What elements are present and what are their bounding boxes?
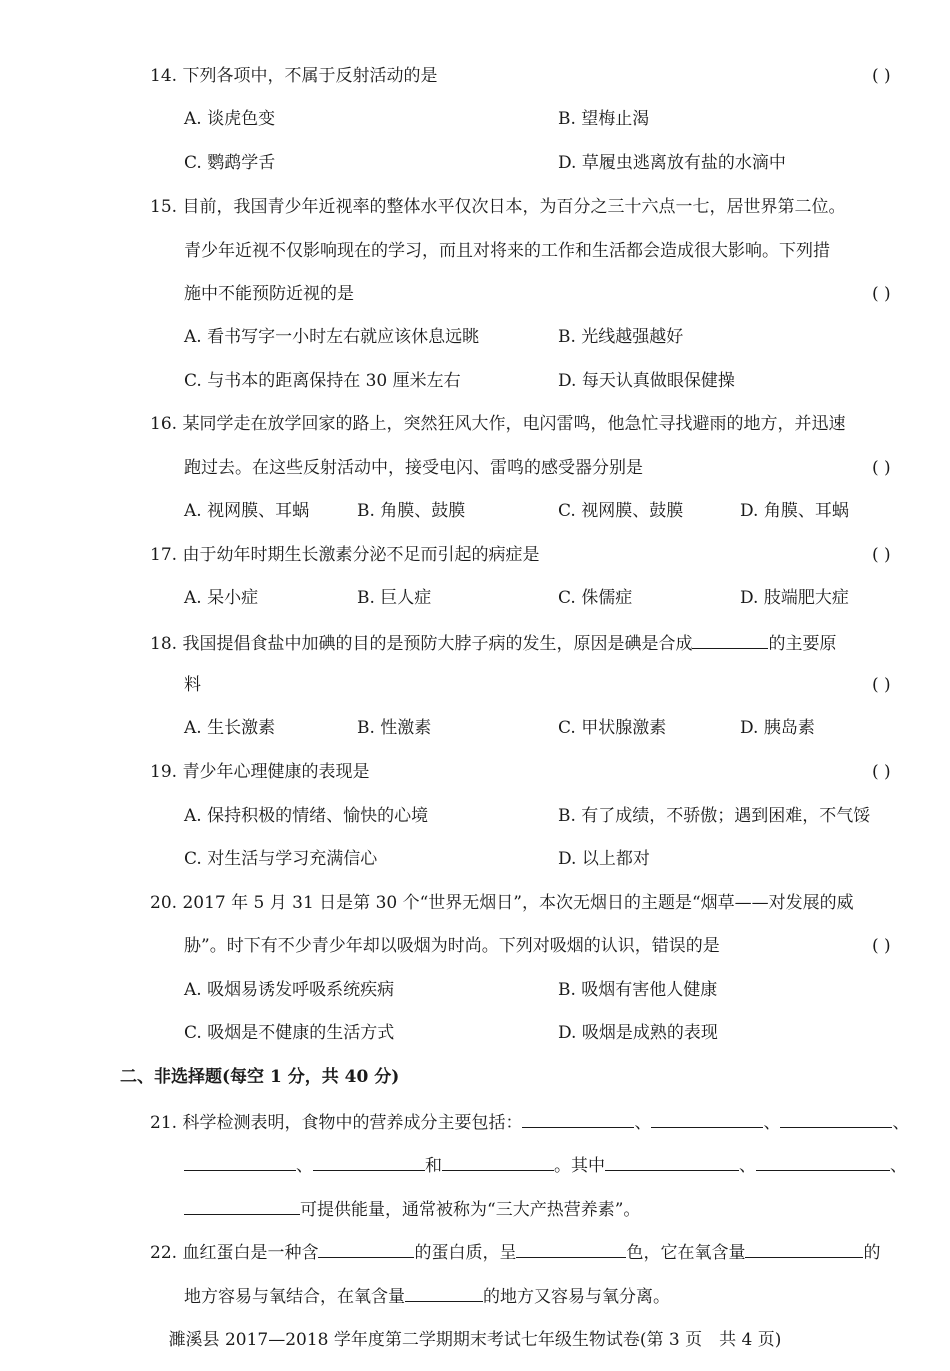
q20-option-a: A. 吸烟易诱发呼吸系统疾病: [184, 980, 395, 1000]
q21-blank-3[interactable]: [780, 1109, 892, 1128]
q14-option-d: D. 草履虫逃离放有盐的水滴中: [558, 153, 786, 173]
q18-blank[interactable]: [692, 630, 768, 649]
q16-option-c: C. 视网膜、鼓膜: [558, 501, 684, 521]
q21-line3: [184, 1196, 640, 1222]
q19-option-a: A. 保持积极的情绪、愉快的心境: [184, 806, 429, 826]
q18-option-d: D. 胰岛素: [740, 718, 815, 738]
q22-stem-part6: 的地方又容易与氧分离。: [483, 1287, 670, 1307]
q16-option-a: A. 视网膜、耳蜗: [184, 501, 310, 521]
q21-line2: [184, 1152, 907, 1178]
q21-blank-9[interactable]: [184, 1196, 300, 1215]
q16-option-d: D. 角膜、耳蜗: [740, 501, 849, 521]
q15-option-a: A. 看书写字一小时左右就应该休息远眺: [184, 327, 480, 347]
q19-answer-bracket: ( ): [872, 762, 891, 782]
q21-separator: 、: [296, 1156, 313, 1176]
q21-blank-7[interactable]: [605, 1152, 739, 1171]
q19-option-d: D. 以上都对: [558, 849, 650, 869]
q20-stem-line2: 胁”。时下有不少青少年却以吸烟为时尚。下列对吸烟的认识，错误的是: [184, 936, 720, 956]
q14-option-b: B. 望梅止渴: [558, 109, 650, 129]
q20-answer-bracket: ( ): [872, 936, 891, 956]
q16-stem-line1: 16. 某同学走在放学回家的路上，突然狂风大作，电闪雷鸣，他急忙寻找避雨的地方，并迅速: [150, 414, 846, 434]
q18-stem-part1: 18. 我国提倡食盐中加碘的目的是预防大脖子病的发生，原因是碘是合成: [150, 634, 693, 654]
q22-blank-1[interactable]: [318, 1239, 414, 1258]
q15-option-c: C. 与书本的距离保持在 30 厘米左右: [184, 371, 461, 391]
q18-option-a: A. 生长激素: [184, 718, 276, 738]
q18-answer-bracket: ( ): [872, 675, 891, 695]
q18-stem-line2: 料: [184, 675, 201, 695]
q14-answer-bracket: ( ): [872, 66, 891, 86]
q19-option-b: B. 有了成绩，不骄傲；遇到困难，不气馁: [558, 806, 871, 826]
q15-stem-line2: 青少年近视不仅影响现在的学习，而且对将来的工作和生活都会造成很大影响。下列措: [184, 241, 830, 261]
q21-among-text: 。其中: [554, 1156, 605, 1176]
q15-option-b: B. 光线越强越好: [558, 327, 684, 347]
q16-answer-bracket: ( ): [872, 458, 891, 478]
q21-blank-5[interactable]: [313, 1152, 425, 1171]
q17-stem: 17. 由于幼年时期生长激素分泌不足而引起的病症是: [150, 545, 540, 565]
q21-separator: 、: [634, 1113, 652, 1133]
q20-option-b: B. 吸烟有害他人健康: [558, 980, 718, 1000]
q21-and-text: 和: [425, 1156, 442, 1176]
q19-option-c: C. 对生活与学习充满信心: [184, 849, 378, 869]
q17-option-a: A. 呆小症: [184, 588, 259, 608]
q15-stem-line1: 15. 目前，我国青少年近视率的整体水平仅次日本，为百分之三十六点一七，居世界第二位。: [150, 197, 846, 217]
q14-option-c: C. 鹦鹉学舌: [184, 153, 276, 173]
q21-blank-1[interactable]: [522, 1109, 634, 1128]
section2-title: 二、非选择题(每空 1 分，共 40 分): [120, 1067, 400, 1087]
q21-line3-text: 可提供能量，通常被称为“三大产热营养素”。: [300, 1200, 641, 1220]
q16-stem-line2: 跑过去。在这些反射活动中，接受电闪、雷鸣的感受器分别是: [184, 458, 643, 478]
q18-stem-part2: 的主要原: [768, 634, 837, 654]
q20-option-d: D. 吸烟是成熟的表现: [558, 1023, 718, 1043]
q21-separator: 、: [739, 1156, 756, 1176]
q16-option-b: B. 角膜、鼓膜: [357, 501, 466, 521]
q20-stem-line1: 20. 2017 年 5 月 31 日是第 30 个“世界无烟日”，本次无烟日的主题是“烟草——对发展的威: [150, 893, 854, 913]
q21-blank-8[interactable]: [756, 1152, 890, 1171]
q18-option-c: C. 甲状腺激素: [558, 718, 667, 738]
q15-stem-line3: 施中不能预防近视的是: [184, 284, 354, 304]
q15-answer-bracket: ( ): [872, 284, 891, 304]
q14-stem: 14. 下列各项中，不属于反射活动的是: [150, 66, 438, 86]
q22-stem-part1: 22. 血红蛋白是一种含: [150, 1243, 319, 1263]
q22-line1: [150, 1239, 880, 1265]
q21-separator: 、: [763, 1113, 781, 1133]
page-footer: 濉溪县 2017—2018 学年度第二学期期末考试七年级生物试卷(第 3 页 共 4 页): [168, 1330, 782, 1350]
q22-stem-part4: 的: [863, 1243, 881, 1263]
q18-option-b: B. 性激素: [357, 718, 432, 738]
q17-option-d: D. 肢端肥大症: [740, 588, 849, 608]
q22-blank-3[interactable]: [745, 1239, 863, 1258]
q21-blank-4[interactable]: [184, 1152, 296, 1171]
q17-answer-bracket: ( ): [872, 545, 891, 565]
q21-blank-6[interactable]: [442, 1152, 554, 1171]
q22-stem-part2: 的蛋白质，呈: [414, 1243, 517, 1263]
q21-separator: 、: [890, 1156, 907, 1176]
q21-line1: [150, 1109, 909, 1135]
q14-option-a: A. 谈虎色变: [184, 109, 276, 129]
q22-blank-2[interactable]: [516, 1239, 626, 1258]
q15-option-d: D. 每天认真做眼保健操: [558, 371, 735, 391]
q17-option-c: C. 侏儒症: [558, 588, 633, 608]
q22-stem-part3: 色，它在氧含量: [626, 1243, 746, 1263]
q21-blank-2[interactable]: [651, 1109, 763, 1128]
q22-line2: [184, 1283, 670, 1309]
q17-option-b: B. 巨人症: [357, 588, 432, 608]
q21-stem: 21. 科学检测表明，食物中的营养成分主要包括：: [150, 1113, 523, 1133]
q22-stem-part5: 地方容易与氧结合，在氧含量: [184, 1287, 405, 1307]
q20-option-c: C. 吸烟是不健康的生活方式: [184, 1023, 395, 1043]
q21-separator: 、: [892, 1113, 910, 1133]
q18-stem-line1: [150, 630, 836, 656]
q19-stem: 19. 青少年心理健康的表现是: [150, 762, 370, 782]
q22-blank-4[interactable]: [405, 1283, 483, 1302]
